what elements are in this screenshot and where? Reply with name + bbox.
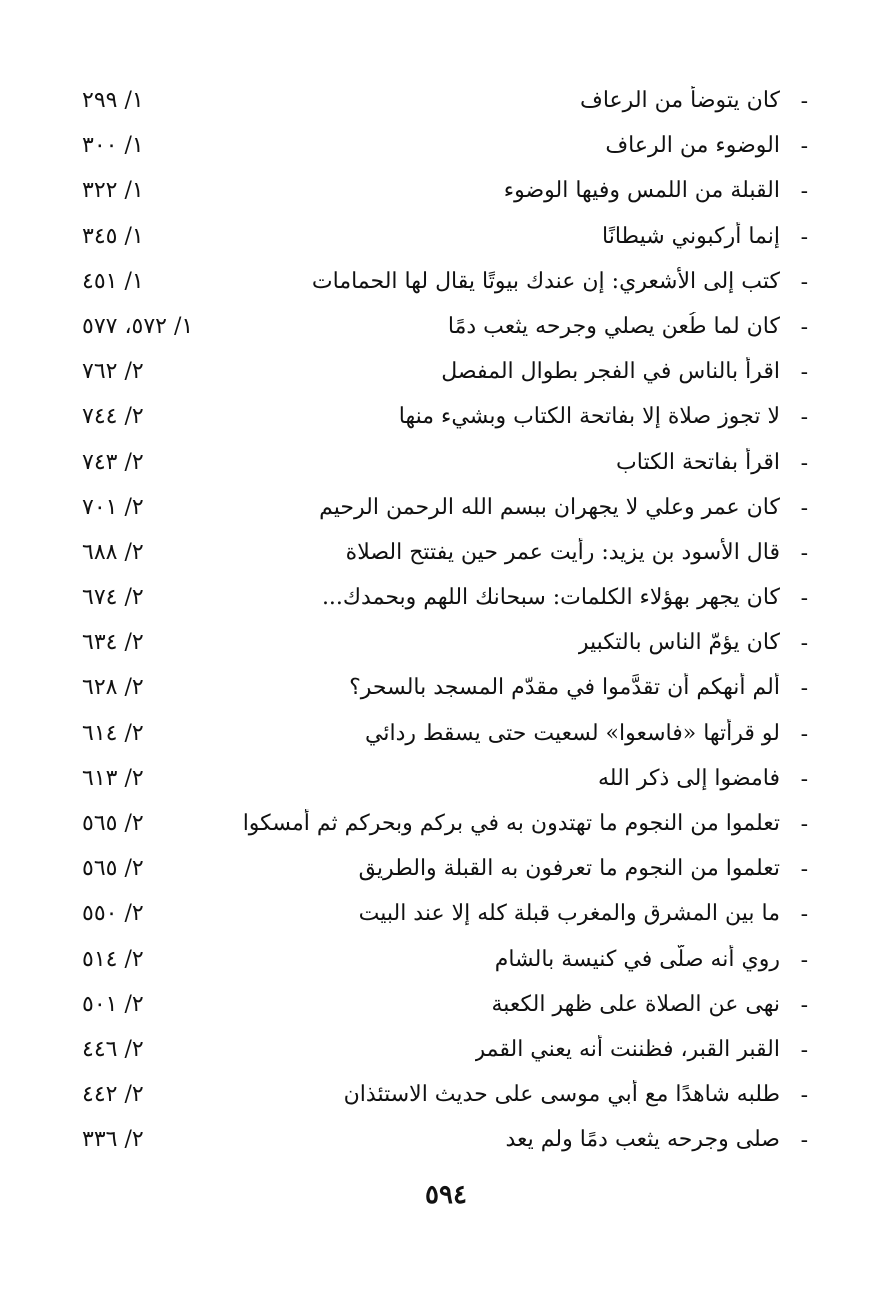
entry-reference: ٢/ ٤٤٦ <box>82 1036 144 1062</box>
entry-dash: - <box>800 721 808 747</box>
entry-dash: - <box>800 857 808 883</box>
list-item <box>0 306 892 351</box>
list-item <box>0 622 892 667</box>
entry-dash: - <box>800 1037 808 1063</box>
entry-dash: - <box>800 495 808 521</box>
entry-reference: ٢/ ٦٨٨ <box>82 539 144 565</box>
entry-text: طلبه شاهدًا مع أبي موسى على حديث الاستئذان <box>343 1082 780 1108</box>
entry-text: كان يؤمّ الناس بالتكبير <box>577 630 780 656</box>
list-item <box>0 758 892 803</box>
entry-dash: - <box>800 766 808 792</box>
entry-text: فامضوا إلى ذكر الله <box>598 765 780 791</box>
list-item <box>0 1029 892 1074</box>
entry-text: كان عمر وعلي لا يجهران ببسم الله الرحمن الرحيم <box>319 494 780 520</box>
entry-reference: ٢/ ٥٦٥ <box>82 856 144 882</box>
list-item <box>0 396 892 441</box>
entry-reference: ١/ ٣٤٥ <box>82 223 144 249</box>
entry-text: لو قرأتها «فاسعوا» لسعيت حتى يسقط ردائي <box>365 720 780 746</box>
list-item <box>0 577 892 622</box>
entry-dash: - <box>800 586 808 612</box>
list-item <box>0 216 892 261</box>
list-item <box>0 351 892 396</box>
list-item <box>0 848 892 893</box>
entry-dash: - <box>800 89 808 114</box>
list-item <box>0 1119 892 1164</box>
entry-text: صلى وجرحه يثعب دمًا ولم يعد <box>505 1127 780 1153</box>
entry-dash: - <box>800 405 808 431</box>
list-item <box>0 442 892 487</box>
entry-reference: ١/ ٤٥١ <box>82 268 144 294</box>
list-item <box>0 125 892 170</box>
entry-reference: ٢/ ٦٢٨ <box>82 675 144 701</box>
entry-reference: ٢/ ٣٣٦ <box>82 1127 144 1153</box>
entry-text: تعلموا من النجوم ما تعرفون به القبلة والطريق <box>358 856 780 882</box>
entry-text: ألم أنهكم أن تقدَّموا في مقدّم المسجد بالسحر؟ <box>349 675 780 701</box>
entry-text: اقرأ بفاتحة الكتاب <box>616 449 780 475</box>
entry-dash: - <box>800 269 808 295</box>
entry-dash: - <box>800 902 808 928</box>
entry-reference: ٢/ ٥١٤ <box>82 946 144 972</box>
entry-reference: ١/ ٣٢٢ <box>82 178 144 204</box>
entry-reference: ٢/ ٥٠١ <box>82 991 144 1017</box>
entry-dash: - <box>800 540 808 566</box>
entry-reference: ٢/ ٧٦٢ <box>82 359 144 385</box>
entry-text: ما بين المشرق والمغرب قبلة كله إلا عند البيت <box>358 901 780 927</box>
list-item <box>0 984 892 1029</box>
entry-text: روي أنه صلَّى في كنيسة بالشام <box>494 946 780 972</box>
entry-reference: ٢/ ٧٠١ <box>82 494 144 520</box>
entry-reference: ١/ ٣٠٠ <box>82 133 144 159</box>
entry-reference: ١/ ٢٩٩ <box>82 88 144 113</box>
list-item <box>0 532 892 577</box>
entry-text: إنما أركبوني شيطانًا <box>602 223 780 249</box>
list-item <box>0 80 892 125</box>
entry-text: القبر القبر، فظننت أنه يعني القمر <box>474 1036 780 1062</box>
list-item <box>0 487 892 532</box>
entry-reference: ٢/ ٤٤٢ <box>82 1082 144 1108</box>
entry-reference: ٢/ ٦٣٤ <box>82 630 144 656</box>
entry-dash: - <box>800 812 808 837</box>
entry-reference: ٢/ ٥٥٠ <box>82 901 144 927</box>
entry-dash: - <box>800 1083 808 1109</box>
entry-text: قال الأسود بن يزيد: رأيت عمر حين يفتتح الصلاة <box>345 539 780 565</box>
entry-dash: - <box>800 179 808 205</box>
entry-dash: - <box>800 450 808 476</box>
entry-reference: ٢/ ٦٧٤ <box>82 585 144 611</box>
list-item <box>0 939 892 984</box>
entry-dash: - <box>800 992 808 1018</box>
entry-dash: - <box>800 314 808 340</box>
entry-text: كان يتوضأ من الرعاف <box>580 88 780 113</box>
entry-reference: ١/ ٥٧٢، ٥٧٧ <box>82 313 194 339</box>
list-item <box>0 170 892 215</box>
list-item <box>0 261 892 306</box>
entry-text: القبلة من اللمس وفيها الوضوء <box>503 178 780 204</box>
entry-dash: - <box>800 631 808 657</box>
entry-reference: ٢/ ٧٤٤ <box>82 404 144 430</box>
entry-dash: - <box>800 224 808 250</box>
entry-dash: - <box>800 360 808 386</box>
entry-text: الوضوء من الرعاف <box>605 133 780 159</box>
entry-reference: ٢/ ٥٦٥ <box>82 811 144 836</box>
entry-text: لا تجوز صلاة إلا بفاتحة الكتاب وبشيء منها <box>398 404 780 430</box>
entry-text: اقرأ بالناس في الفجر بطوال المفصل <box>441 359 780 385</box>
entry-dash: - <box>800 134 808 160</box>
list-item <box>0 713 892 758</box>
entry-text: كتب إلى الأشعري: إن عندك بيوتًا يقال لها الحمامات <box>311 268 780 294</box>
entry-dash: - <box>800 1128 808 1154</box>
entry-reference: ٢/ ٦١٤ <box>82 720 144 746</box>
entry-text: كان يجهر بهؤلاء الكلمات: سبحانك اللهم وبحمدك... <box>321 585 780 611</box>
list-item <box>0 667 892 712</box>
entry-text: نهى عن الصلاة على ظهر الكعبة <box>491 991 780 1017</box>
list-item <box>0 1074 892 1119</box>
page-number: ٥٩٤ <box>425 1180 467 1210</box>
list-item <box>0 893 892 938</box>
entry-text: تعلموا من النجوم ما تهتدون به في بركم وبحركم ثم أمسكوا <box>242 811 780 836</box>
entry-dash: - <box>800 947 808 973</box>
list-item <box>0 803 892 848</box>
entry-dash: - <box>800 676 808 702</box>
entry-reference: ٢/ ٧٤٣ <box>82 449 144 475</box>
entry-list <box>0 80 892 1165</box>
entry-reference: ٢/ ٦١٣ <box>82 765 144 791</box>
entry-text: كان لما طُعن يصلي وجرحه يثعب دمًا <box>447 313 780 339</box>
